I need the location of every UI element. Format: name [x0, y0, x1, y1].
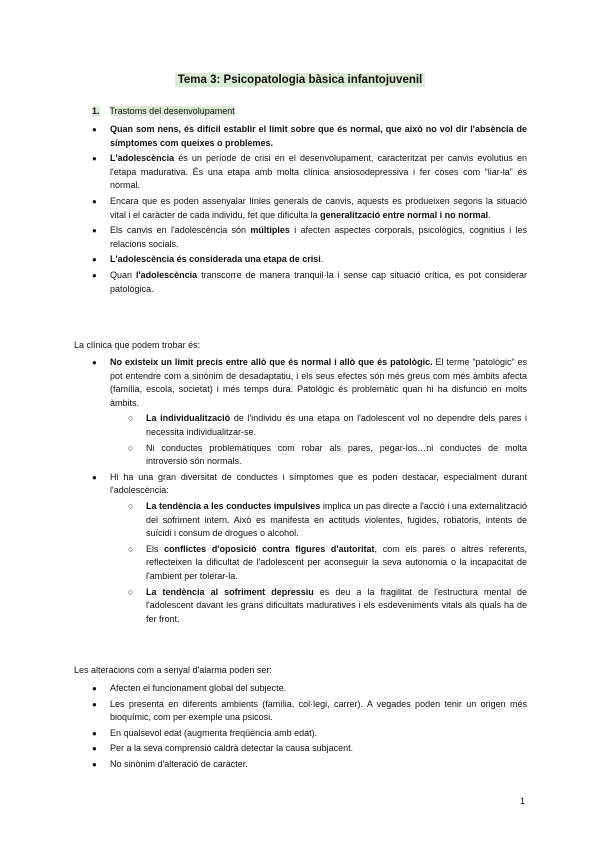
document-title: Tema 3: Psicopatologia bàsica infantojuvenil — [0, 70, 600, 88]
list-item: ● No existeix un límit precís entre allò que és normal i allò que és patològic. El terme “patològic” es pot entendre com a sinònim de desadaptatiu, i els seus efectes són més greus com més àmbits afecta (família, escola, societat) i més temps dura. Patològic és problemàtic quan hi ha disfunció en molts àmbits. ○ La individualització de l'individu és una etapa on l'adolescent vol no dependre dels pares i necessita individualitzar-se. ○ Ni conductes problemàtiques com robar als pares, pegar-los…ni conductes de molta introversió són normals. — [92, 356, 527, 469]
section-heading — [92, 106, 235, 116]
list-item: ● Les presenta en diferents ambients (família, col·legi, carrer). A vegades poden tenir un origen més bioquímic, com per exemple una psicosi. — [92, 698, 527, 725]
list-item: ● Per a la seva comprensió caldrà detectar la causa subjacent. — [92, 742, 527, 756]
list-item: ● Els canvis en l'adolescència són múltiples i afecten aspectes corporals, psicològics, cognitius i les relacions socials. — [92, 224, 527, 251]
list-item: ● L'adolescència és considerada una etapa de crisi. — [92, 253, 527, 267]
bullets-development — [92, 123, 527, 298]
sub-list-item: ○ La tendència a les conductes impulsives implica un pas directe a l'acció i una externalització del sofriment intern. Això es manifesta en actituds violentes, fugides, robatoris, intents de suïcidi i consum de drogues o alcohol. — [128, 500, 527, 541]
list-item: ● Encara que es poden assenyalar línies generals de canvis, aquests es produeixen segons la situació vital i el caràcter de cada individu, fet que dificulta la generalització entre normal i no normal. — [92, 195, 527, 222]
list-item: ● Afecten el funcionament global del subjecte. — [92, 682, 527, 696]
sub-list — [128, 500, 527, 626]
sub-list-item: ○ Ni conductes problemàtiques com robar als pares, pegar-los…ni conductes de molta introversió són normals. — [128, 442, 527, 469]
list-item: ● Hi ha una gran diversitat de conductes i símptomes que es poden destacar, especialment durant l'adolescència: ○ La tendència a les conductes impulsives implica un pas directe a l'acció i una externalització del sofriment intern. Això es manifesta en actituds violentes, fugides, robatoris, intents de suïcidi i consum de drogues o alcohol. ○ Els conflictes d'oposició contra figures d'autoritat, com els pares o altres referents, reflecteixen la dificultat de l'adolescent per aconseguir la seva autonomia o la incapacitat de l'ambient per tolerar-la. ○ La tendència al sofriment depressiu es deu a la fragilitat de l'estructura mental de l'adolescent davant les grans dificultats maduratives i els esdeveniments vitals als quals ha de fer front. — [92, 471, 527, 627]
sub-list-item: ○ La individualització de l'individu és una etapa on l'adolescent vol no dependre dels pares i necessita individualitzar-se. — [128, 412, 527, 439]
section-number: 1. — [92, 106, 100, 116]
list-item: ● Quan som nens, és difícil establir el límit sobre que és normal, que això no vol dir l'absència de símptomes com queixes o problemes. — [92, 123, 527, 150]
bullets-clinica — [92, 356, 527, 628]
sub-list — [128, 412, 527, 468]
sub-list-item: ○ Els conflictes d'oposició contra figures d'autoritat, com els pares o altres referents, reflecteixen la dificultat de l'adolescent per aconseguir la seva autonomia o la incapacitat de l'ambient per tolerar-la. — [128, 543, 527, 584]
list-item: ● No sinònim d'alteració de caràcter. — [92, 758, 527, 772]
clinica-intro: La clínica que podem trobar és: — [74, 340, 201, 350]
list-item: ● En qualsevol edat (augmenta freqüència amb edat). — [92, 727, 527, 741]
sub-list-item: ○ La tendència al sofriment depressiu es deu a la fragilitat de l'estructura mental de l'adolescent davant les grans dificultats maduratives i els esdeveniments vitals als quals ha de fer front. — [128, 586, 527, 627]
list-item: ● Quan l'adolescència transcorre de manera tranquil·la i sense cap situació crítica, es pot considerar patològica. — [92, 269, 527, 296]
list-item: ● L'adolescència és un període de crisi en el desenvolupament, caracteritzat per canvis evolutius en l'etapa madurativa. És una etapa amb molta clínica ansiosodepressiva i fer coses com “liar-la” és normal. — [92, 152, 527, 193]
page-number: 1 — [520, 796, 526, 806]
section-title: Trastoms del desenvolupament — [109, 106, 235, 116]
bullets-alarma — [92, 682, 527, 774]
alarma-intro: Les alteracions com a senyal d'alarma poden ser: — [74, 665, 272, 675]
